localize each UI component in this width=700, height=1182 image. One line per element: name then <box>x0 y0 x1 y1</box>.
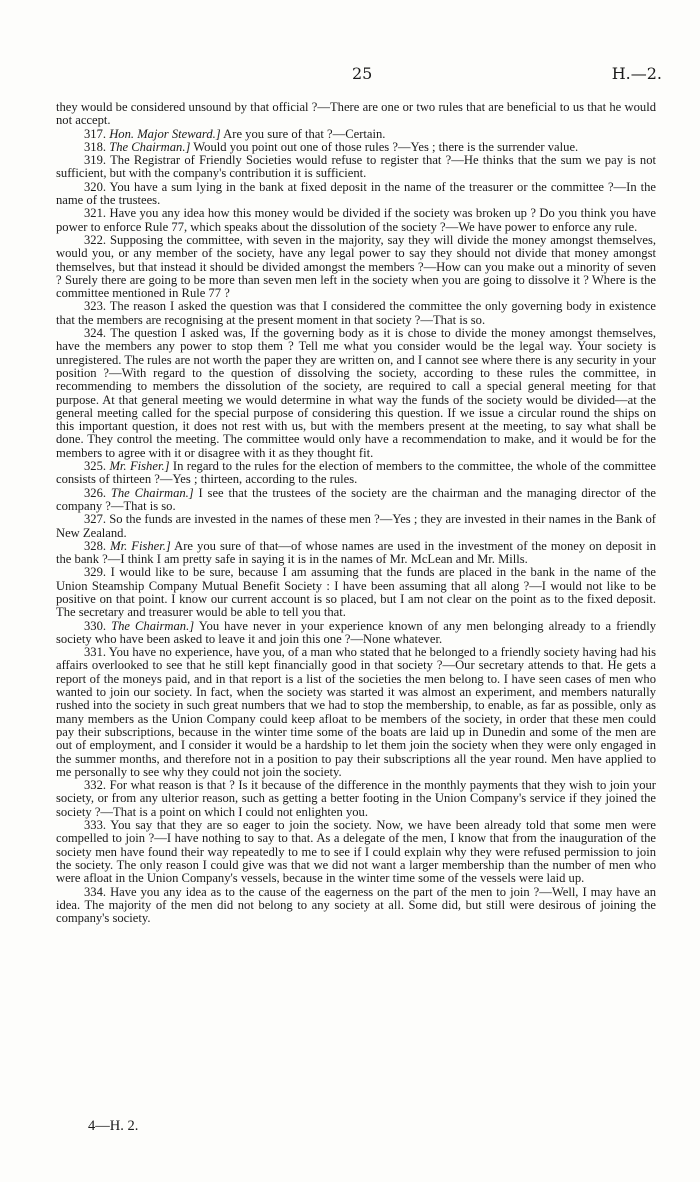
paragraph <box>56 460 656 487</box>
paragraph <box>56 487 656 514</box>
body-text <box>56 101 656 925</box>
paragraph <box>56 540 656 567</box>
paragraph-text: The Registrar of Friendly Societies would refuse to register that ?—He thinks that the sum we pay is not sufficient, but with the company's contribution it is sufficient. <box>56 153 656 181</box>
question-number: 329. <box>84 565 107 580</box>
paragraph-text: Have you any idea as to the cause of the eagerness on the part of the men to join ?—Well, I may have an idea. The majority of the men did not belong to any society at all. Some did, but still were desirous of joining the company's society. <box>56 884 656 926</box>
speaker-name: The Chairman.] <box>109 139 191 154</box>
question-number: 325. <box>84 459 107 474</box>
paragraph <box>56 101 656 128</box>
question-number: 328. <box>84 538 107 553</box>
speaker-name: The Chairman.] <box>110 485 194 500</box>
question-number: 317. <box>84 126 107 141</box>
page-header <box>0 64 700 84</box>
paragraph <box>56 886 656 926</box>
paragraph-text: Supposing the committee, with seven in the majority, say they will divide the money amongst themselves, would you, or any member of the society, have any legal power to say they should not divide that money amongst themselves, but that instead it should be divided amongst the members ?—How can you make out a minority of seven ? Surely there are going to be more than seven men left in the society when you are going to dissolve it ? Where is the committee mentioned in Rule 77 ? <box>56 232 656 301</box>
question-number: 324. <box>84 326 107 341</box>
paragraph <box>56 141 656 154</box>
paragraph-text: they would be considered unsound by that official ?—There are one or two rules that are beneficial to us that he would not accept. <box>56 100 656 128</box>
paragraph-text: For what reason is that ? Is it because of the difference in the monthly payments that they wish to join your society, or from any ulterior reason, such as getting a better footing in the Union Company's service if they joined the society ?—That is a point on which I could not enlighten you. <box>56 778 656 819</box>
paragraph <box>56 620 656 647</box>
paragraph <box>56 646 656 779</box>
signature-mark: 4—H. 2. <box>88 1118 139 1134</box>
paragraph-text: I would like to be sure, because I am assuming that the funds are placed in the bank in the name of the Union Steamship Company Mutual Benefit Society : I have been assuming that all along ?—I would not like to be positive on that point. I know our current account is so placed, but I am not clear on the point as to the fixed deposit. The secretary and treasurer would be able to tell you that. <box>56 565 656 620</box>
question-number: 326. <box>84 485 107 500</box>
question-number: 323. <box>84 299 107 314</box>
paragraph-text: Are you sure of that—of whose names are used in the investment of the money on deposit in the bank ?—I think I am pretty safe in saying it is in the names of Mr. McLean and Mr. Mills. <box>56 538 656 567</box>
paragraph-text: I see that the trustees of the society are the chairman and the managing director of the company ?—That is so. <box>56 485 657 513</box>
question-number: 331. <box>84 645 107 660</box>
speaker-name: Hon. Major Steward.] <box>109 126 221 141</box>
paragraph <box>56 779 656 819</box>
paragraph-text: Would you point out one of those rules ?—Yes ; there is the surrender value. <box>193 139 579 154</box>
paragraph-text: You say that they are so eager to join the society. Now, we have been already told that some men were compelled to join ?—I have nothing to say to that. As a delegate of the men, I know that from the inauguration of the society men have found their way repeatedly to me to see if I could explain why they were refused permission to join the society. The only reason I could give was that we did not want a larger membership than the number of men who were afloat in the Union Company's vessels, because in the winter time some of the vessels were laid up. <box>56 818 656 886</box>
question-number: 334. <box>84 884 107 899</box>
question-number: 332. <box>84 778 107 793</box>
speaker-name: The Chairman.] <box>111 618 195 633</box>
paragraph <box>56 154 656 181</box>
speaker-name: Mr. Fisher.] <box>109 459 170 474</box>
paragraph <box>56 207 656 234</box>
question-number: 333. <box>84 818 107 833</box>
paragraph <box>56 300 656 327</box>
paragraph-text: The reason I asked the question was that I considered the committee the only governing body in existence that the members are recognising at the present moment in that society ?—That is so. <box>56 299 657 327</box>
paragraph <box>56 181 656 208</box>
paragraph-text: So the funds are invested in the names of these men ?—Yes ; they are invested in their names in the Bank of New Zealand. <box>56 512 656 540</box>
question-number: 321. <box>84 206 107 221</box>
paragraph <box>56 566 656 619</box>
paragraph-text: In regard to the rules for the election of members to the committee, the whole of the committee consists of thirteen ?—Yes ; thirteen, according to the rules. <box>56 459 656 487</box>
question-number: 319. <box>84 153 107 168</box>
paragraph-text: Have you any idea how this money would be divided if the society was broken up ? Do you think you have power to enforce Rule 77, which speaks about the dissolution of the society ?—We have power to enforce any rule. <box>56 206 656 234</box>
question-number: 320. <box>84 179 107 194</box>
paragraph-text: You have a sum lying in the bank at fixed deposit in the name of the treasurer or the committee ?—In the name of the trustees. <box>56 179 656 208</box>
speaker-name: Mr. Fisher.] <box>110 538 171 553</box>
paragraph-text: You have never in your experience known of any men belonging already to a friendly society who have been asked to leave it and join this one ?—None whatever. <box>56 618 656 646</box>
paragraph-text: The question I asked was, If the governing body as it is chose to divide the money amongst themselves, have the members any power to stop them ? Tell me what you consider would be the legal way. Your society is unregistered. The rules are not worth the paper they are written on, and I cannot see where there is any security in your position ?—With regard to the question of dissolving the society, according to these rules the committee, in recommending to members the dissolution of the society, are required to call a special general meeting for that purpose. At that general meeting we would determine in what way the funds of the society would be divided—at the general meeting called for the special purpose of considering this question. If we issue a circular round the ships on this important question, it does not rest with us, but with the members present at the meeting, to say what shall be done. They control the meeting. The committee would only have a recommendation to make, and it would be for the members to agree with it or disagree with it as they thought fit. <box>56 326 656 460</box>
paragraph-text: Are you sure of that ?—Certain. <box>223 126 386 141</box>
paragraph <box>56 327 656 460</box>
question-number: 322. <box>84 232 107 247</box>
document-code: H.—2. <box>611 64 662 83</box>
page-number: 25 <box>352 64 373 83</box>
question-number: 330. <box>84 618 107 633</box>
paragraph <box>56 819 656 885</box>
paragraph <box>56 234 656 300</box>
question-number: 318. <box>84 139 107 154</box>
paragraph <box>56 513 656 540</box>
paragraph <box>56 128 656 141</box>
question-number: 327. <box>84 512 107 527</box>
paragraph-text: You have no experience, have you, of a man who stated that he belonged to a friendly society having had his affairs overlooked to see that he still kept financially good in that society ?—Our secretary attends to that. He gets a report of the moneys paid, and in that report is a list of the societies the men belong to. I have seen cases of men who wanted to join our society. In fact, when the society was started it was almost an experiment, and members naturally rushed into the society in such great numbers that we had to stop the membership, to enable, as far as possible, only as many members as the Union Company could keep afloat to be members of the society, in order that these men could pay their subscriptions, because in the winter time some of the boats are laid up in Dunedin and some of the men are out of employment, and I consider it would be a hardship to let them join the society when they were only engaged in the summer months, and therefore not in a position to pay their subscriptions all the year round. Men have applied to me personally to see why they could not join the society. <box>56 645 656 779</box>
